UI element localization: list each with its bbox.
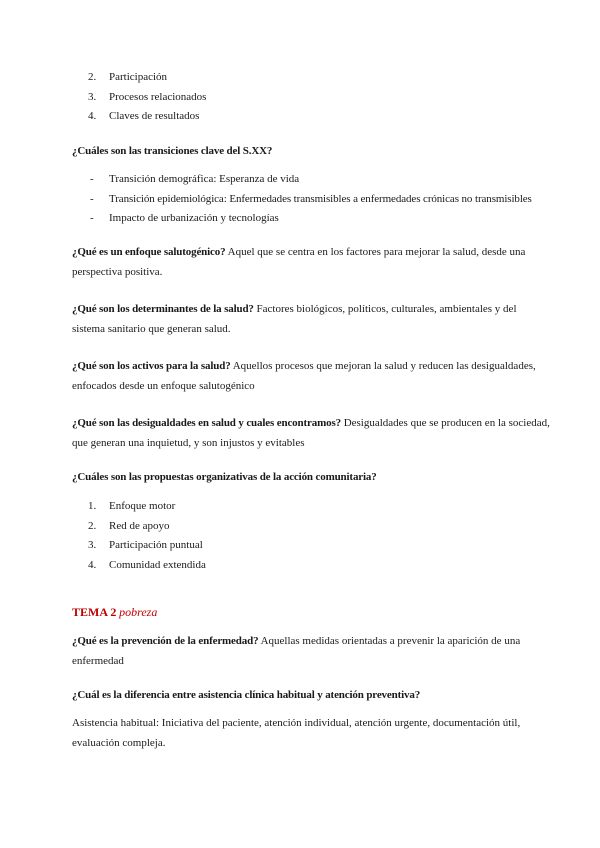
answer-prevencion: Aquellas medidas orientadas a prevenir la aparición de una enfermedad xyxy=(72,635,521,667)
list-number: 3. xyxy=(88,539,97,551)
list-dash: - xyxy=(90,173,94,185)
list-text: Enfoque motor xyxy=(109,500,176,512)
list-number: 2. xyxy=(88,519,97,532)
list-text: Procesos relacionados xyxy=(109,90,207,103)
question-diferencia: ¿Cuál es la diferencia entre asistencia clínica habitual y atención preventiva? xyxy=(72,689,421,701)
list-text: Transición epidemiológica: Enfermedades transmisibles a enfermedades crónicas no transmisibles xyxy=(109,192,532,205)
question-transiciones: ¿Cuáles son las transiciones clave del S.XX? xyxy=(72,145,273,157)
tema-subtitle: pobreza xyxy=(119,605,158,619)
paragraph-prevencion xyxy=(72,632,550,671)
list-number: 4. xyxy=(88,110,97,122)
list-text: Comunidad extendida xyxy=(109,558,206,571)
paragraph-activos xyxy=(72,357,550,396)
answer-desigualdades: Desigualdades que se producen en la sociedad, que generan una inquietud, y son injustos y evitables xyxy=(72,417,550,449)
list-text: Impacto de urbanización y tecnologías xyxy=(109,212,279,224)
question-determinantes: ¿Qué son los determinantes de la salud? xyxy=(72,303,254,315)
question-salutogenico: ¿Qué es un enfoque salutogénico? xyxy=(72,246,226,258)
paragraph-salutogenico xyxy=(72,243,550,282)
list-number: 4. xyxy=(88,558,97,571)
question-activos: ¿Qué son los activos para la salud? xyxy=(72,360,231,372)
list-number: 1. xyxy=(88,500,97,512)
list-dash: - xyxy=(90,192,94,205)
question-propuestas: ¿Cuáles son las propuestas organizativas de la acción comunitaria? xyxy=(72,471,377,483)
list-number: 2. xyxy=(88,71,97,83)
question-desigualdades: ¿Qué son las desigualdades en salud y cuales encontramos? xyxy=(72,417,341,429)
list-text: Participación xyxy=(109,71,168,83)
question-prevencion: ¿Qué es la prevención de la enfermedad? xyxy=(72,635,259,647)
answer-activos: Aquellos procesos que mejoran la salud y reducen las desigualdades, enfocados desde un enfoque salutogénico xyxy=(72,360,536,392)
tema-label: TEMA 2 xyxy=(72,605,117,619)
paragraph-asistencia: Asistencia habitual: Iniciativa del paciente, atención individual, atención urgente, documentación útil, evaluación compleja. xyxy=(72,717,521,749)
list-number: 3. xyxy=(88,90,97,103)
paragraph-determinantes xyxy=(72,300,550,339)
section-heading-tema-2 xyxy=(72,603,157,624)
answer-determinantes: Factores biológicos, políticos, culturales, ambientales y del sistema sanitario que generan salud. xyxy=(72,303,517,335)
list-text: Claves de resultados xyxy=(109,110,200,122)
answer-salutogenico: Aquel que se centra en los factores para mejorar la salud, desde una perspectiva positiva. xyxy=(72,246,526,278)
list-text: Participación puntual xyxy=(109,539,203,551)
list-dash: - xyxy=(90,212,94,224)
paragraph-desigualdades xyxy=(72,414,550,453)
list-text: Red de apoyo xyxy=(109,519,170,532)
list-text: Transición demográfica: Esperanza de vida xyxy=(109,173,300,185)
